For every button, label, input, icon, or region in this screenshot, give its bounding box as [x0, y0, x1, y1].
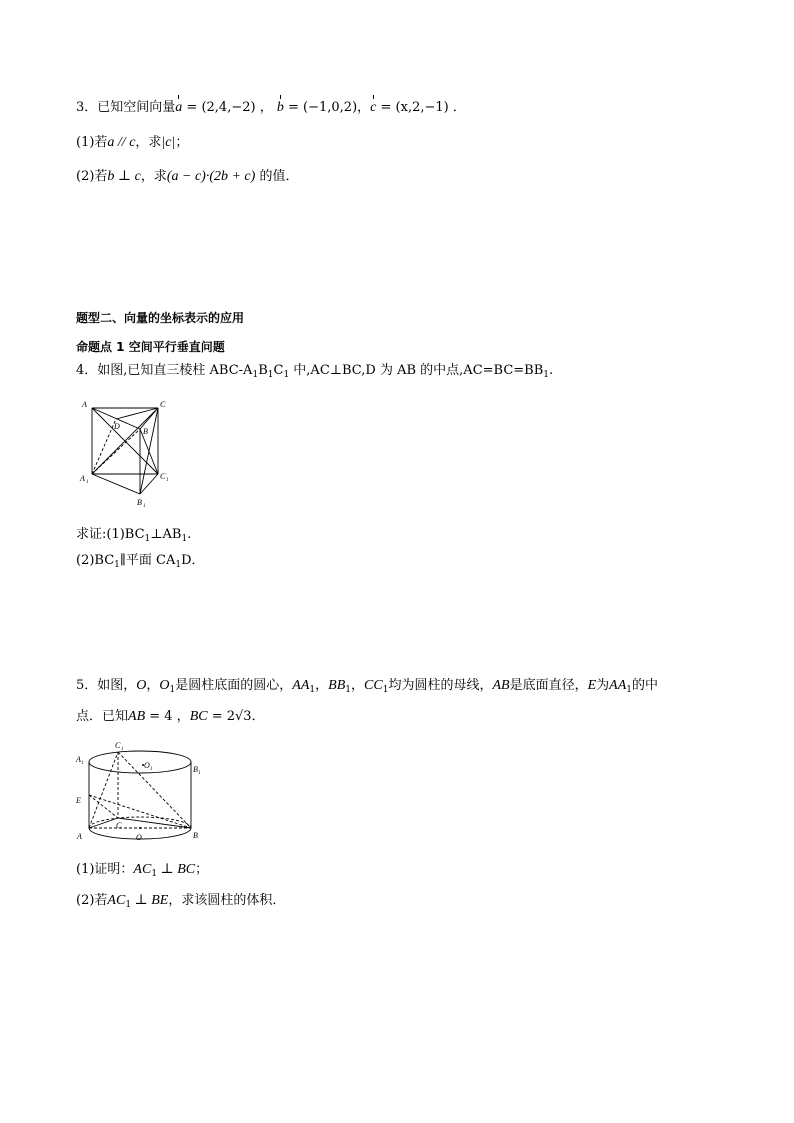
label-c: C — [116, 821, 122, 830]
label-o: O — [136, 833, 142, 842]
label-a1: A — [76, 755, 81, 764]
section-subtitle: 命题点 1 空间平行垂直问题 — [76, 340, 225, 354]
segment-c-b — [118, 818, 191, 828]
top-ellipse — [89, 751, 191, 773]
label-d: D — [114, 422, 120, 431]
label-c1: C — [160, 472, 166, 481]
problem3-part2: (2)若b ⊥ c，求(a − c)·(2b + c) 的值． — [76, 169, 299, 184]
segment-a-c1 — [89, 752, 118, 828]
label-b: B — [143, 427, 148, 436]
problem4-part1: 求证$:(1)BC_1\perp AB_1$. — [76, 527, 192, 544]
edge-a1-d — [92, 419, 116, 474]
label-b1-sub: 1 — [198, 771, 201, 776]
label-a1-sub: 1 — [81, 761, 84, 766]
problem5-stem-line1: 5．如图，O，$O_1$是圆柱底面的圆心，$AA_1$，$BB_1$，$CC_1$均为圆柱的母线，AB是底面直径，E为$AA_1$的中 — [76, 678, 659, 695]
problem3-stem: 3．已知空间向量a = (2,4,−2) ， b = (−1,0,2)，c = (x,2,−1) ． — [76, 100, 466, 115]
problem4-stem: 4．如图,已知直三棱柱 ABC-$A_1B_1C_1$ 中,AC⊥BC,D 为 AB 的中点$,AC=BC=BB_1$. — [76, 363, 554, 380]
label-c1-sub: 1 — [121, 747, 124, 752]
problem5-stem-line2: 点．已知AB = 4 ，BC = 2√3． — [76, 709, 265, 724]
label-a: A — [77, 832, 82, 841]
label-a1: A — [80, 474, 85, 483]
label-a1-sub: 1 — [86, 480, 89, 485]
label-o1-sub: 1 — [150, 767, 153, 772]
edge-c-b1 — [140, 408, 158, 494]
vector-a: a — [175, 100, 183, 115]
edge-c1-b1 — [140, 474, 158, 494]
label-c: C — [160, 400, 166, 409]
section-title: 题型二、向量的坐标表示的应用 — [76, 311, 245, 325]
label-e: E — [76, 796, 81, 805]
edge-a1-b1 — [92, 474, 140, 494]
label-c1: C — [115, 741, 121, 750]
label-c1-sub: 1 — [166, 478, 169, 483]
vector-c: c — [370, 100, 377, 115]
label-b: B — [193, 831, 198, 840]
label-b1: B — [193, 765, 198, 774]
segment-a-c — [89, 818, 118, 828]
problem5-part1: (1)证明：$AC_1$ ⊥ BC； — [76, 862, 209, 879]
center-o — [139, 827, 141, 829]
cylinder-figure — [74, 738, 200, 850]
problem5-part2: (2)若$AC_1$ ⊥ BE，求该圆柱的体积． — [76, 893, 286, 910]
prism-figure — [78, 396, 188, 518]
label-b1-sub: 1 — [143, 504, 146, 509]
problem3-part1: (1)若a // c，求|c|； — [76, 135, 189, 150]
label-a: A — [82, 400, 87, 409]
label-o1: O — [144, 761, 150, 770]
segment-e-c — [89, 795, 118, 818]
vector-b: b — [276, 100, 284, 115]
problem4-part2: $(2)BC_1\parallel$平面 $CA_1D$． — [76, 553, 205, 570]
label-b1: B — [137, 498, 142, 507]
segment-c1-b — [118, 752, 191, 828]
edge-c-d — [116, 408, 158, 419]
